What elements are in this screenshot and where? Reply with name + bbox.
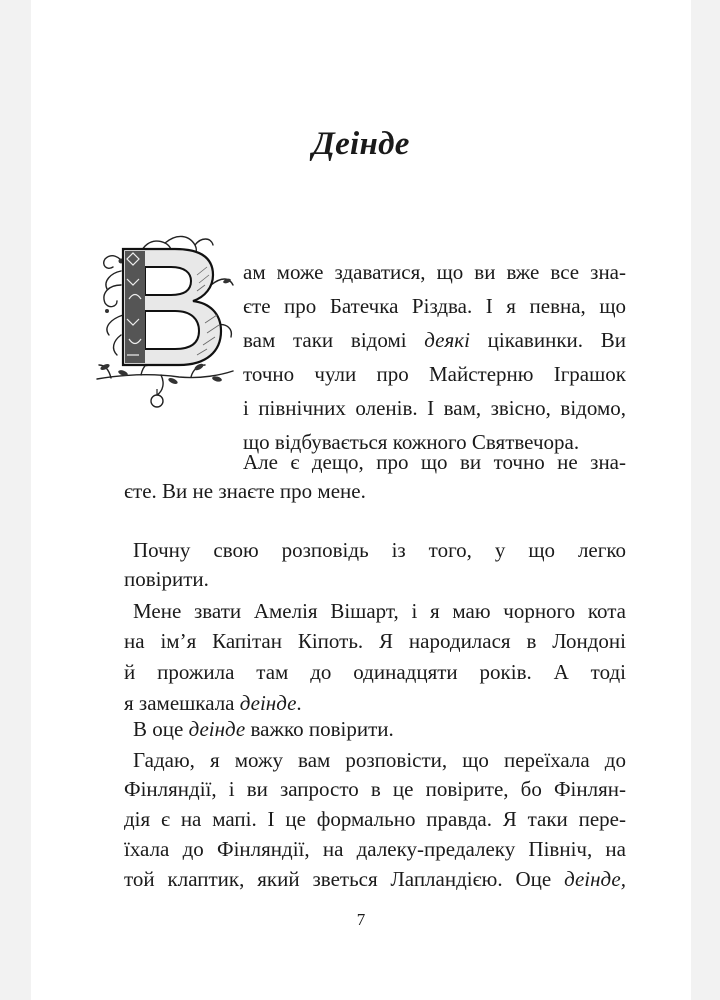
text-line: їхала до Фінляндії, на далеку-предалеку Північ, на	[124, 837, 626, 861]
chapter-title: Деінде	[312, 126, 410, 162]
text-line: й прожила там до одинадцяти років. А тоді	[124, 660, 626, 684]
text-line: що відбувається кожного Святвечора.	[243, 430, 580, 454]
text-line: Але є дещо, про що ви точно не зна-	[243, 450, 626, 474]
text-line: Мене звати Амелія Вішарт, і я маю чорного кота	[133, 599, 626, 623]
text-line: В оце деінде важко повірити.	[133, 717, 394, 741]
text-line: я замешкала деінде.	[124, 691, 302, 715]
text-line: на ім’я Капітан Кіпоть. Я народилася в Лондоні	[124, 629, 626, 653]
text-line: точно чули про Майстерню Іграшок	[243, 362, 626, 386]
text-line: той клаптик, який зветься Лапландією. Оце деінде,	[124, 867, 626, 891]
ornamental-initial-v-icon	[61, 215, 241, 415]
book-page	[31, 0, 691, 1000]
page-number: 7	[356, 910, 366, 929]
text-line: Почну свою розповідь із того, у що легко	[133, 538, 626, 562]
text-line: ам може здаватися, що ви вже все зна-	[243, 260, 626, 284]
text-line: повірити.	[124, 567, 209, 591]
text-line: єте. Ви не знаєте про мене.	[124, 479, 366, 503]
text-line: Гадаю, я можу вам розповісти, що переїхала до	[133, 748, 626, 772]
text-line: єте про Батечка Різдва. І я певна, що	[243, 294, 626, 318]
text-line: Фінляндії, і ви запросто в це повірите, бо Фінлян-	[124, 777, 626, 801]
text-line: дія є на мапі. І це формально правда. Я таки пере-	[124, 807, 626, 831]
text-line: вам таки відомі деякі цікавинки. Ви	[243, 328, 626, 352]
text-line: і північних оленів. І вам, звісно, відомо,	[243, 396, 626, 420]
